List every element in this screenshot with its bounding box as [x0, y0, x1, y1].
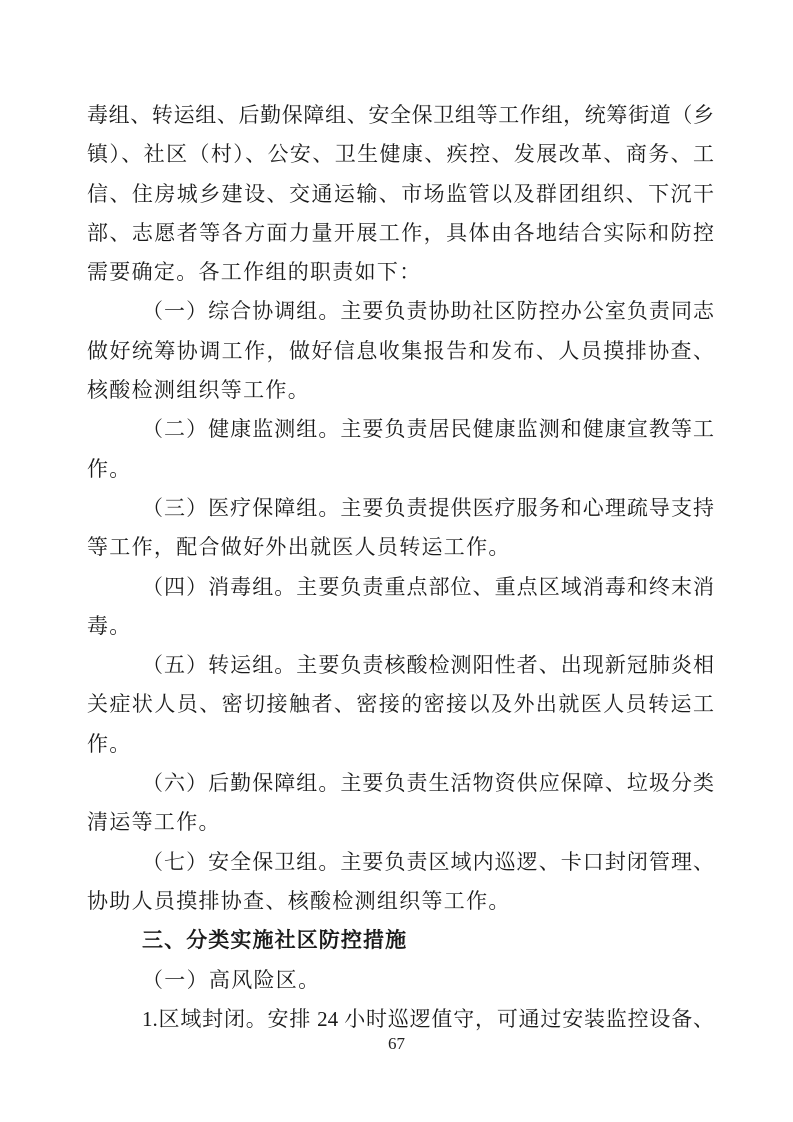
body-line: 核酸检测组织等工作。 [87, 378, 310, 403]
body-line: 作。 [87, 731, 132, 756]
body-line: 清运等工作。 [87, 810, 221, 835]
body-line: 关症状人员、密切接触者、密接的密接以及外出就医人员转运工 [87, 692, 714, 717]
body-line: （二）健康监测组。主要负责居民健康监测和健康宣教等工 [142, 417, 714, 442]
body-line: （七）安全保卫组。主要负责区域内巡逻、卡口封闭管理、 [142, 849, 714, 874]
body-line: （三）医疗保障组。主要负责提供医疗服务和心理疏导支持 [142, 495, 714, 520]
body-line: 1.区域封闭。安排 24 小时巡逻值守，可通过安装监控设备、 [142, 1006, 714, 1031]
body-line: 做好统筹协调工作，做好信息收集报告和发布、人员摸排协查、 [87, 338, 714, 363]
body-line: （四）消毒组。主要负责重点部位、重点区域消毒和终末消 [142, 574, 714, 599]
section-heading: 三、分类实施社区防控措施 [142, 929, 408, 953]
document-text [87, 96, 714, 1039]
body-line: （六）后勤保障组。主要负责生活物资供应保障、垃圾分类 [142, 771, 714, 796]
subsection-heading: （一）高风险区。 [142, 967, 321, 992]
body-line: 作。 [87, 456, 132, 481]
page-number: 67 [388, 1034, 405, 1053]
body-line: 毒。 [87, 613, 132, 638]
body-line: 需要确定。各工作组的职责如下： [87, 260, 422, 285]
body-line: 信、住房城乡建设、交通运输、市场监管以及群团组织、下沉干 [87, 181, 714, 206]
body-line: 等工作，配合做好外出就医人员转运工作。 [87, 535, 511, 560]
body-line: 镇）、社区（村）、公安、卫生健康、疾控、发展改革、商务、工 [87, 142, 714, 167]
body-line: （五）转运组。主要负责核酸检测阳性者、出现新冠肺炎相 [142, 653, 714, 678]
body-line: 毒组、转运组、后勤保障组、安全保卫组等工作组，统筹街道（乡 [87, 103, 714, 127]
body-line: 部、志愿者等各方面力量开展工作，具体由各地结合实际和防控 [87, 220, 714, 245]
body-line: 协助人员摸排协查、核酸检测组织等工作。 [87, 888, 511, 913]
body-line: （一）综合协调组。主要负责协助社区防控办公室负责同志 [142, 299, 714, 324]
